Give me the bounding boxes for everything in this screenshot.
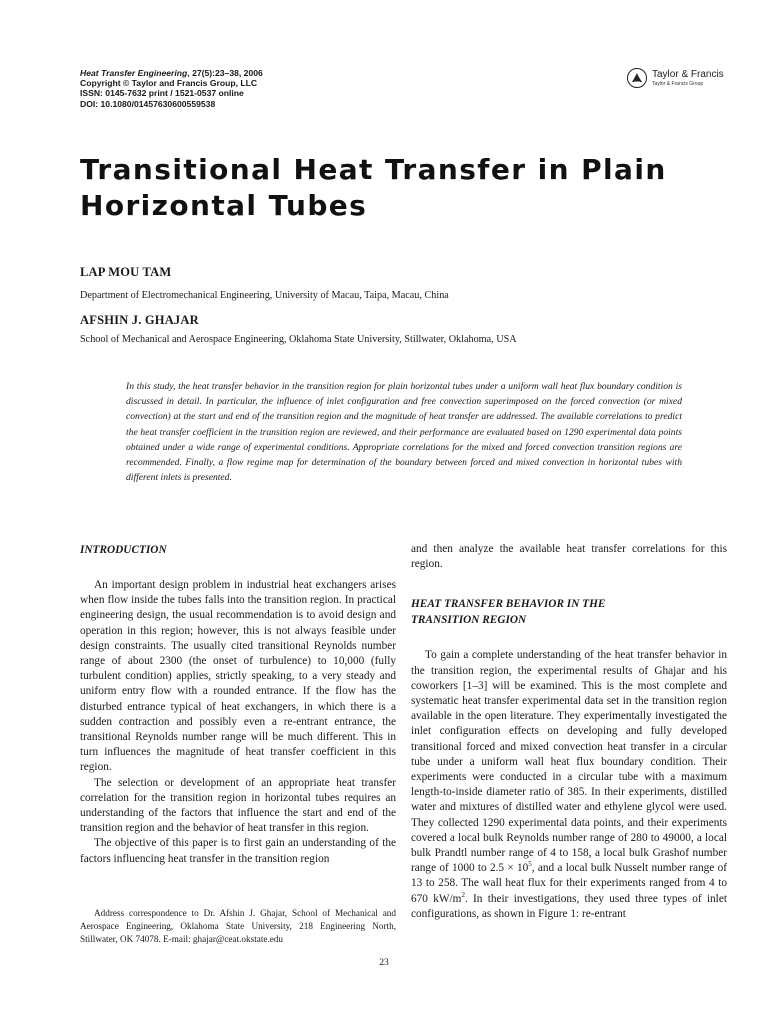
correspondence-footnote — [80, 907, 396, 945]
title-line-2: Horizontal Tubes — [80, 189, 368, 222]
taylor-francis-logo-icon — [626, 67, 648, 89]
author-name-1: LAP MOU TAM — [80, 265, 172, 279]
paragraph: An important design problem in industrial heat exchangers arises when flow inside the tubes falls into the transition region. In practical engineering design, the usual recommendation is to avoid design and operation in this region; however, this is not always feasible under design constraints. The usually cited transitional Reynolds number range of about 2300 (the onset of turbulence) to 10,000 (fully turbulent condition) applies, strictly speaking, to a very steady and uniform entry flow with a rounded entrance. If the flow has the disturbed entrance typical of heat exchangers, in which there is a sudden contraction and possibly even a re-entrant entrance, the transitional Reynolds number range will be much different. This in turn influences the magnitude of heat transfer coefficient in this region. — [80, 579, 396, 774]
author-affiliation-1: Department of Electromechanical Engineering, University of Macau, Taipa, Macau, China — [80, 290, 449, 301]
paragraph: and then analyze the available heat transfer correlations for this region. — [411, 543, 727, 571]
publisher-group: Taylor & Francis Group — [652, 81, 704, 87]
text-run: To gain a complete understanding of the heat transfer behavior in the transition region, the experimental results of Ghajar and his coworkers [1–3] will be examined. This is the most complete and systematic heat transfer experimental data set in the transition region available in the open literature. They experimentally investigated the inlet configuration effects on developing and fully developed transitional forced and mixed convection heat transfer in a circular tube under a uniform wall heat flux boundary condition. Their experiments were conducted in a circular tube with a maximum length-to-inside diameter ratio of 385. In their experiments, distilled water and mixtures of distilled water and ethylene glycol were used. They collected 1290 experimental data points, and their experiments covered a local bulk Reynolds number range of 280 to 49000, a local bulk Prandtl number range of 4 to 158, a local bulk Grashof number range of 1000 to 2.5 × 10 — [411, 649, 727, 875]
right-column — [411, 542, 727, 922]
title-line-1: Transitional Heat Transfer in Plain — [80, 153, 667, 186]
heading-line-2: TRANSITION REGION — [411, 614, 527, 627]
paragraph: The objective of this paper is to first gain an understanding of the factors influencing heat transfer in the transition region — [80, 837, 396, 865]
author-name-2: AFSHIN J. GHAJAR — [80, 313, 199, 327]
text-run: . In their investigations, they used three types of inlet configurations, as shown in Figure 1: re-entrant — [411, 892, 727, 920]
heading-line-1: HEAT TRANSFER BEHAVIOR IN THE — [411, 598, 606, 611]
superscript: 2 — [461, 890, 465, 899]
left-column — [80, 542, 396, 867]
section-heading-heat-transfer-behavior — [411, 596, 727, 628]
journal-citation — [80, 68, 263, 78]
journal-issn: ISSN: 0145-7632 print / 1521-0537 online — [80, 88, 244, 99]
journal-info — [80, 68, 263, 109]
footnote-text: Address correspondence to Dr. Afshin J. Ghajar, School of Mechanical and Aerospace Engineering, Oklahoma State University, 218 Engineering North, Stillwater, OK 74078. E-mail: ghajar@ceat.okstate.edu — [80, 908, 396, 944]
journal-volume: , 27(5):23–38, 2006 — [187, 68, 263, 78]
journal-copyright: Copyright © Taylor and Francis Group, LLC — [80, 78, 258, 89]
paragraph — [411, 648, 727, 922]
journal-doi: DOI: 10.1080/01457630600559538 — [80, 98, 216, 109]
text-run: , and a local bulk Nusselt number range of 13 to 258. The wall heat flux for their experiments ranged from 4 to 670 kW/m — [411, 862, 727, 905]
abstract: In this study, the heat transfer behavior in the transition region for plain horizontal tubes under a uniform wall heat flux boundary condition is discussed in detail. In particular, the influence of inlet configuration and free convection superimposed on the forced convection (or mixed convection) at the start and end of the transition region and the magnitude of heat transfer are addressed. The available correlations to predict the heat transfer coefficient in the transition region are reviewed, and their performance are evaluated based on 1290 experimental data points obtained under a wide range of experimental conditions. Appropriate correlations for the mixed and forced convection transition regions are recommended. Finally, a flow regime map for determination of the boundary between forced and mixed convection in horizontal tubes with different inlets is presented. — [126, 381, 682, 484]
author-affiliation-2: School of Mechanical and Aerospace Engineering, Oklahoma State University, Stillwater, Oklahoma, USA — [80, 334, 517, 345]
section-heading-introduction: INTRODUCTION — [80, 544, 167, 556]
publisher-logo — [626, 67, 724, 89]
page-number: 23 — [379, 957, 389, 968]
paper-title — [80, 152, 720, 224]
publisher-name: Taylor & Francis — [652, 69, 724, 80]
superscript: 5 — [528, 860, 532, 869]
paragraph: The selection or development of an appropriate heat transfer correlation for the transition region in horizontal tubes requires an understanding of the factors that influence the start and end of the transition region and the behavior of heat transfer in this region. — [80, 776, 396, 835]
journal-name: Heat Transfer Engineering — [80, 68, 188, 78]
